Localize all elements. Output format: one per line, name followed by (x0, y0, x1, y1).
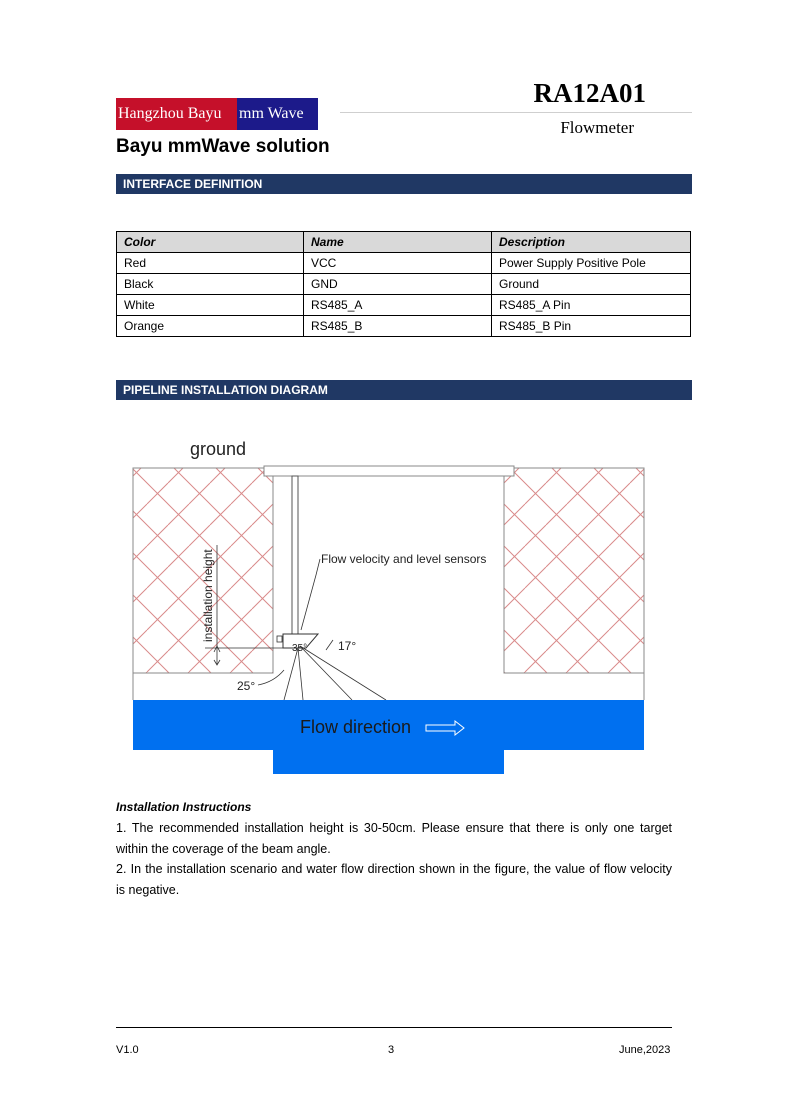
table-header-row (117, 232, 691, 253)
section-title-interface: INTERFACE DEFINITION (116, 174, 692, 194)
footer-date: June,2023 (619, 1044, 671, 1056)
installation-height-label: installation height (201, 549, 215, 642)
product-code: RA12A01 (533, 78, 646, 108)
section-title-diagram: PIPELINE INSTALLATION DIAGRAM (116, 380, 692, 400)
header-divider (340, 112, 692, 113)
instruction-item-1: 1. The recommended installation height is 30-50cm. Please ensure that there is only one target within the coverage of the beam angle. (116, 821, 672, 856)
table-header-name: Name (304, 232, 492, 253)
table-cell: Ground (492, 274, 691, 295)
logo-part-1: Hangzhou Bayu (116, 98, 237, 130)
table-cell: GND (304, 274, 492, 295)
table-cell: Red (117, 253, 304, 274)
interface-table (116, 231, 691, 337)
pipeline-installation-diagram (116, 432, 676, 782)
water-flow (133, 700, 644, 774)
page-subtitle: Bayu mmWave solution (116, 136, 330, 157)
product-name: Flowmeter (560, 118, 634, 137)
table-cell: RS485_A Pin (492, 295, 691, 316)
angle-25-label: 25° (237, 679, 256, 693)
table-cell: RS485_A (304, 295, 492, 316)
table-cell: Power Supply Positive Pole (492, 253, 691, 274)
table-row (117, 316, 691, 337)
footer-page-number: 3 (388, 1044, 395, 1056)
top-slab (264, 466, 514, 476)
table-cell: Orange (117, 316, 304, 337)
company-logo (116, 98, 318, 130)
footer-version: V1.0 (116, 1044, 139, 1056)
table-cell: VCC (304, 253, 492, 274)
table-cell: Black (117, 274, 304, 295)
angle-17-label: 17° (338, 639, 357, 653)
table-header-color: Color (117, 232, 304, 253)
table-row (117, 274, 691, 295)
sensor-pole (292, 476, 298, 634)
table-header-description: Description (492, 232, 691, 253)
flow-direction-label: Flow direction (300, 717, 412, 737)
ground-label: ground (190, 439, 247, 459)
table-cell: White (117, 295, 304, 316)
table-cell: RS485_B Pin (492, 316, 691, 337)
sensor-label: Flow velocity and level sensors (321, 552, 487, 566)
instruction-item-2: 2. In the installation scenario and water flow direction shown in the figure, the value of flow velocity is negative. (116, 862, 672, 897)
table-row (117, 253, 691, 274)
table-cell: RS485_B (304, 316, 492, 337)
right-wall (504, 468, 644, 673)
instructions-title: Installation Instructions (116, 800, 252, 814)
table-row (117, 295, 691, 316)
logo-part-2: mm Wave (237, 98, 318, 130)
footer-divider (116, 1027, 672, 1028)
angle-35-label: 35° (292, 643, 308, 654)
